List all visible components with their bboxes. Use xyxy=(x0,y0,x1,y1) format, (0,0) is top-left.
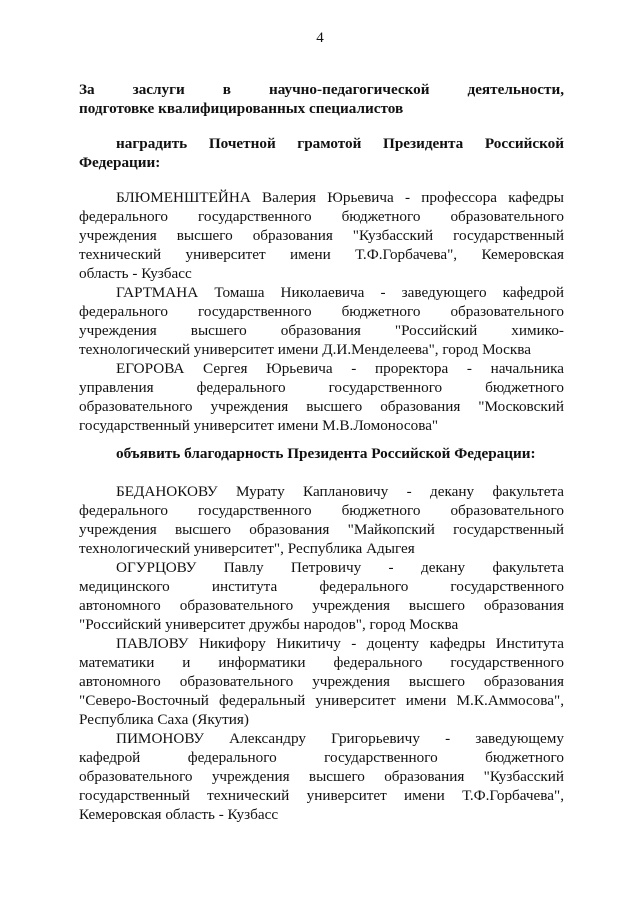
entry-line: государственный университет имени М.В.Ломоносова" xyxy=(79,417,439,434)
entry-line: федерального государственного бюджетного образовательного xyxy=(79,303,564,320)
entry-line: федерального государственного бюджетного образовательного xyxy=(79,502,564,519)
entry-line: ПАВЛОВУ Никифору Никитичу - доценту кафедры Института xyxy=(116,635,564,652)
entry-line: ПИМОНОВУ Александру Григорьевичу - заведующему xyxy=(116,730,564,747)
heading xyxy=(79,80,564,118)
entry-line: автономного образовательного учреждения высшего образования xyxy=(79,673,564,690)
section1-title xyxy=(79,134,564,172)
section2-entry xyxy=(79,558,564,634)
entry-line: учреждения высшего образования "Кузбасский государственный xyxy=(79,227,564,244)
entry-line: БЕДАНОКОВУ Мурату Каплановичу - декану факультета xyxy=(116,483,564,500)
entry-line: учреждения высшего образования "Майкопский государственный xyxy=(79,521,564,538)
entry-line: "Российский университет дружбы народов", город Москва xyxy=(79,616,459,633)
entry-line: технологический университет имени Д.И.Менделеева", город Москва xyxy=(79,341,532,358)
entry-line: управления федерального государственного бюджетного xyxy=(79,379,564,396)
entry-line: ЕГОРОВА Сергея Юрьевича - проректора - начальника xyxy=(116,360,564,377)
entry-line: медицинского института федерального государственного xyxy=(79,578,564,595)
section1-entry xyxy=(79,359,564,435)
entry-line: образовательного учреждения высшего образования "Московский xyxy=(79,398,564,415)
entry-line: ГАРТМАНА Томаша Николаевича - заведующего кафедрой xyxy=(116,284,564,301)
entry-line: учреждения высшего образования "Российский химико- xyxy=(79,322,564,339)
section1-entry xyxy=(79,188,564,283)
entry-line: технический университет имени Т.Ф.Горбачева", Кемеровская xyxy=(79,246,564,263)
section1-title-line: наградить Почетной грамотой Президента Российской xyxy=(116,135,564,152)
entry-line: математики и информатики федерального государственного xyxy=(79,654,564,671)
entry-line: технологический университет", Республика Адыгея xyxy=(79,540,415,557)
section1-title-line: Федерации: xyxy=(79,154,161,171)
entry-line: образовательного учреждения высшего образования "Кузбасский xyxy=(79,768,564,785)
entry-line: государственный технический университет имени Т.Ф.Горбачева", xyxy=(79,787,564,804)
heading-line: За заслуги в научно-педагогической деятельности, xyxy=(79,81,564,98)
section2-entry xyxy=(79,482,564,558)
entry-line: Кемеровская область - Кузбасс xyxy=(79,806,279,823)
entry-line: федерального государственного бюджетного образовательного xyxy=(79,208,564,225)
section1-entry xyxy=(79,283,564,359)
entry-line: кафедрой федерального государственного бюджетного xyxy=(79,749,564,766)
entry-line: область - Кузбасс xyxy=(79,265,192,282)
entry-line: "Северо-Восточный федеральный университет имени М.К.Аммосова", xyxy=(79,692,564,709)
section2-title-line: объявить благодарность Президента Российской Федерации: xyxy=(116,445,536,462)
page-number: 4 xyxy=(316,30,324,46)
entry-line: ОГУРЦОВУ Павлу Петровичу - декану факультета xyxy=(116,559,564,576)
entry-line: автономного образовательного учреждения высшего образования xyxy=(79,597,564,614)
section2-entry xyxy=(79,729,564,824)
heading-line: подготовке квалифицированных специалистов xyxy=(79,100,404,117)
section2-title xyxy=(79,444,564,463)
entry-line: БЛЮМЕНШТЕЙНА Валерия Юрьевича - профессора кафедры xyxy=(116,189,564,206)
entry-line: Республика Саха (Якутия) xyxy=(79,711,249,728)
section2-entry xyxy=(79,634,564,729)
